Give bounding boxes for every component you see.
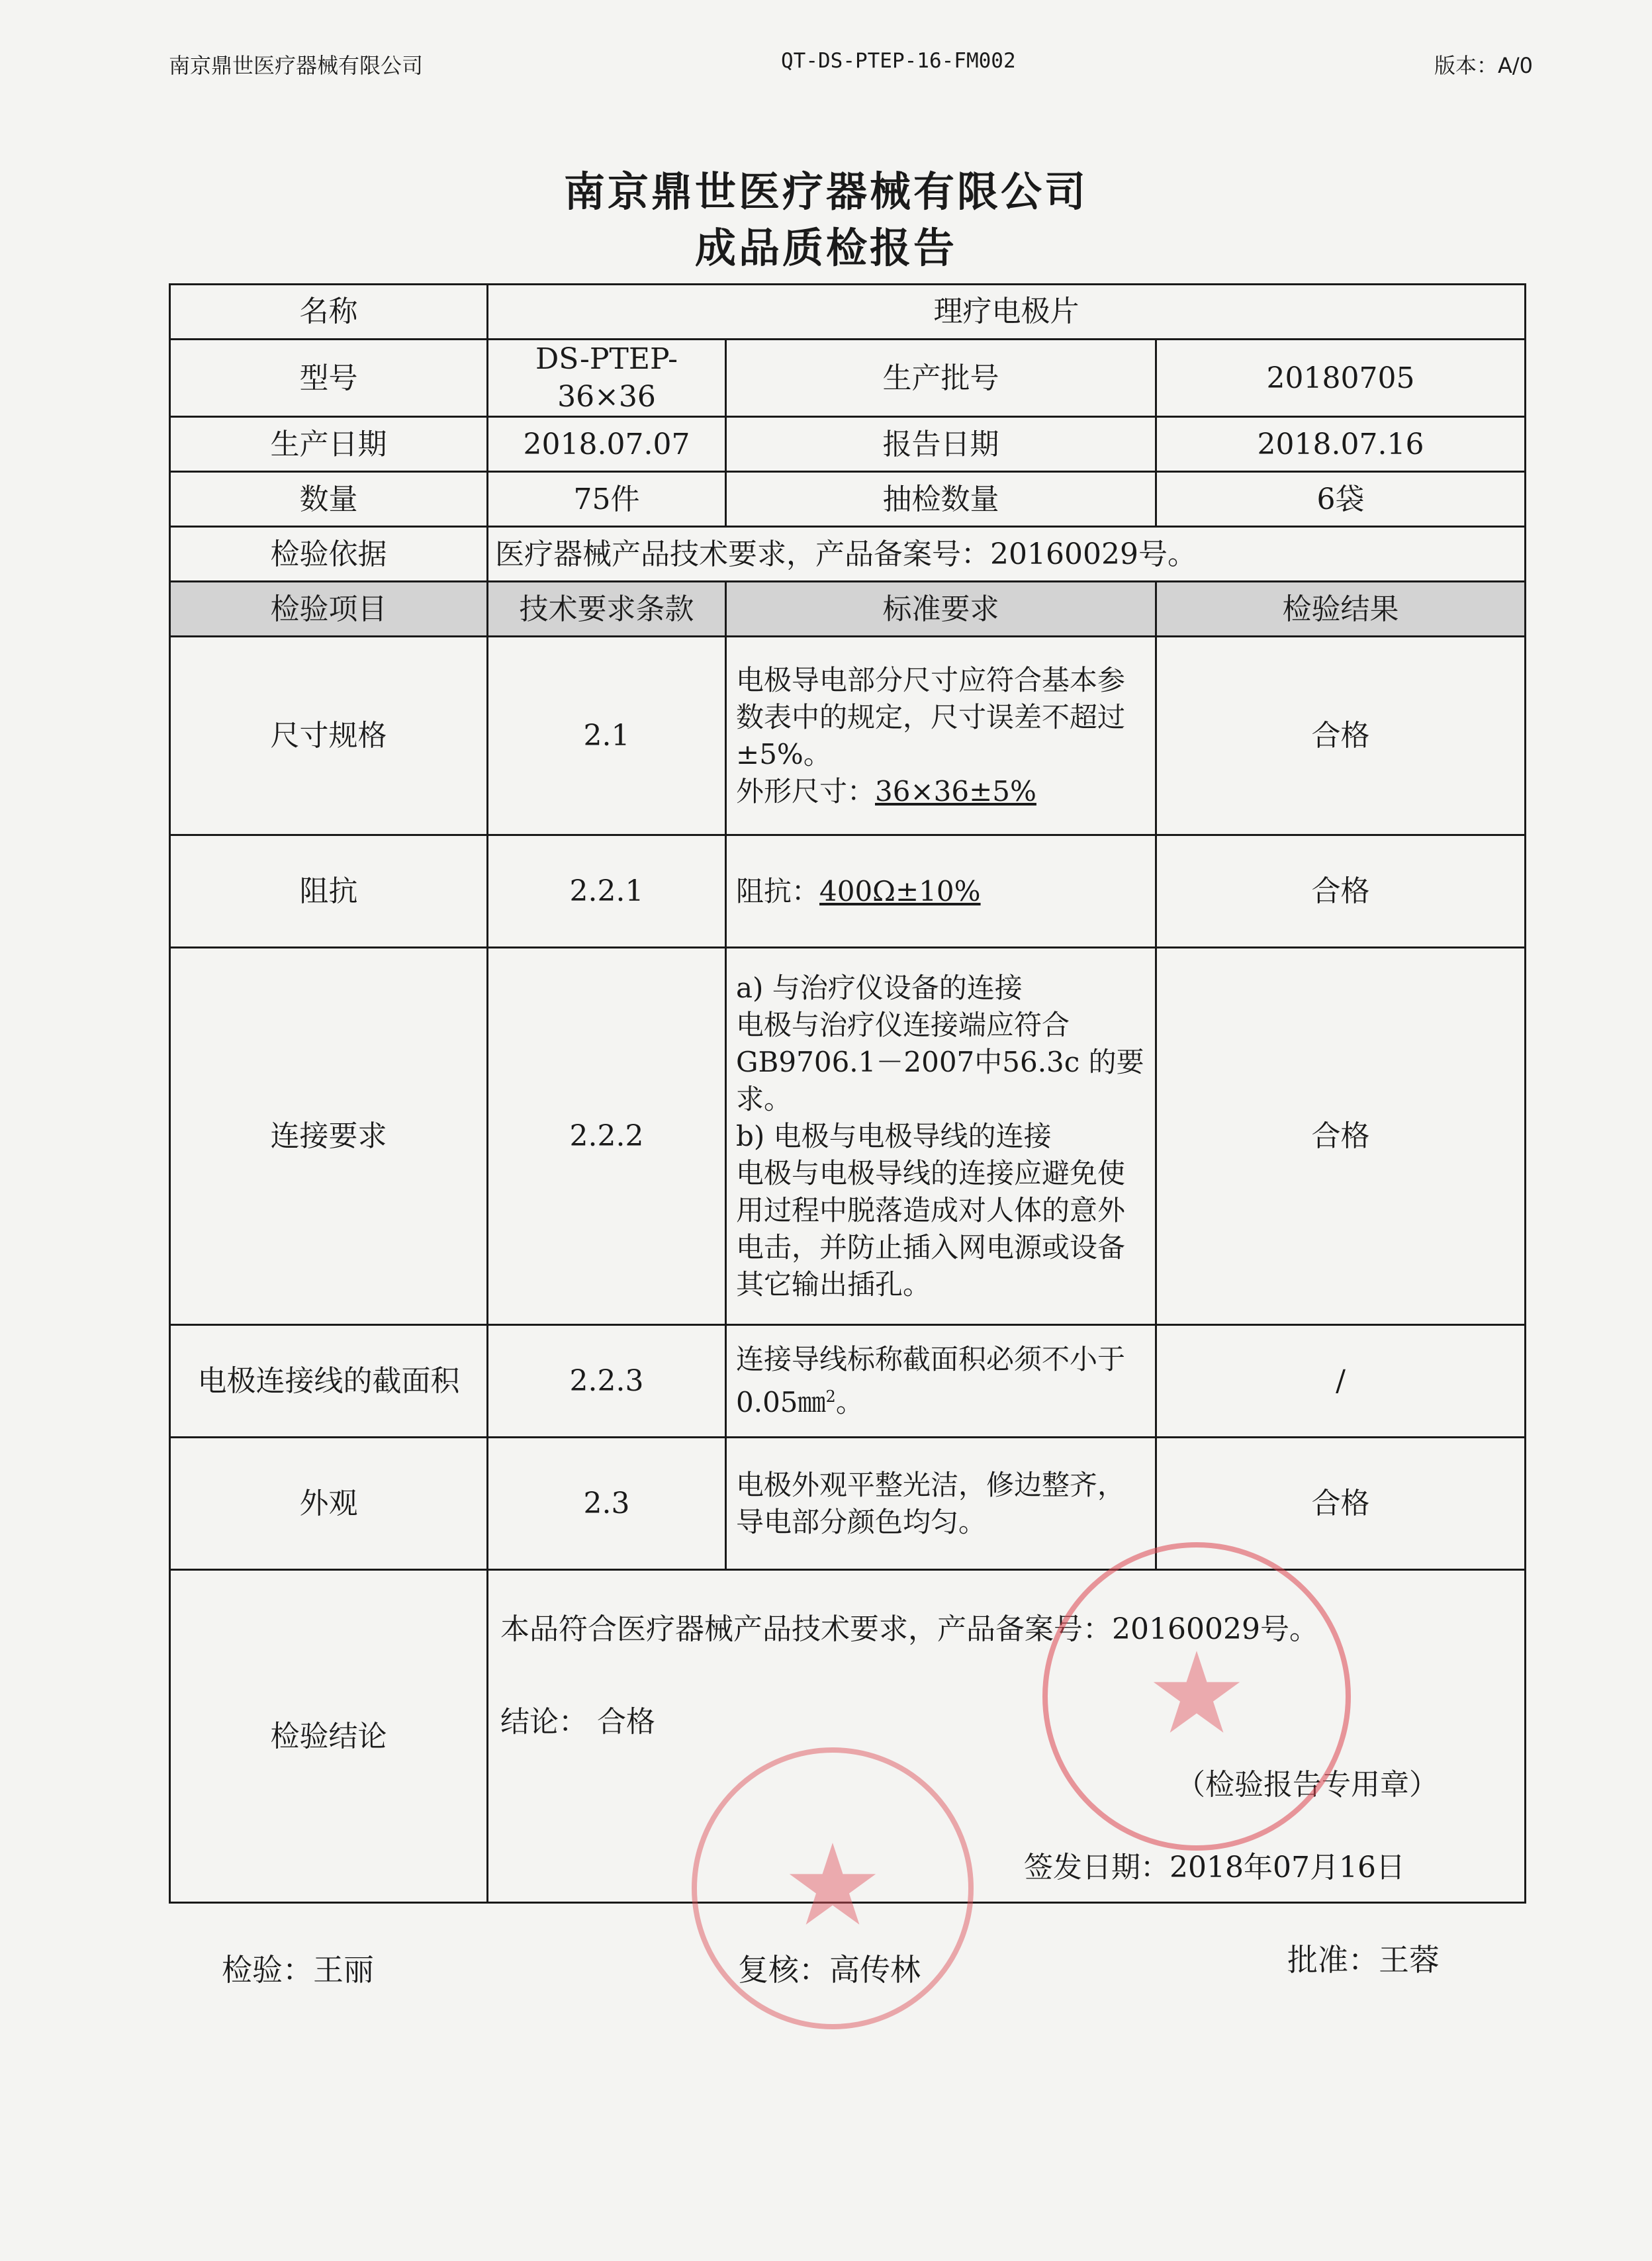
item-result: 合格	[1156, 1438, 1526, 1570]
item-std: 电极外观平整光洁，修边整齐，导电部分颜色均匀。	[726, 1438, 1156, 1570]
item-std	[726, 1325, 1156, 1438]
conclusion-result: 结论： 合格	[500, 1705, 655, 1739]
std-b-text: 电极与电极导线的连接应避免使用过程中脱落造成对人体的意外电击，并防止插入网电源或设备其它输出插孔。	[736, 1156, 1126, 1301]
model-value: DS-PTEP-36×36	[488, 340, 726, 417]
item-std	[726, 637, 1156, 835]
conclusion-label: 检验结论	[170, 1570, 488, 1903]
table-row	[170, 948, 1526, 1325]
item-result: /	[1156, 1325, 1526, 1438]
report-date-value: 2018.07.16	[1156, 417, 1526, 472]
item-result: 合格	[1156, 637, 1526, 835]
prod-date-value: 2018.07.07	[488, 417, 726, 472]
prod-date-label: 生产日期	[170, 417, 488, 472]
row-name	[170, 285, 1526, 340]
row-qty	[170, 472, 1526, 527]
name-value: 理疗电极片	[488, 285, 1526, 340]
std-extra-value: 36×36±5%	[875, 774, 1036, 808]
table-row	[170, 1325, 1526, 1438]
report-title: 成品质检报告	[694, 224, 957, 272]
qty-value: 75件	[488, 472, 726, 527]
item-clause: 2.1	[488, 637, 726, 835]
report-date-label: 报告日期	[726, 417, 1156, 472]
basis-value: 医疗器械产品技术要求，产品备案号：20160029号。	[488, 527, 1526, 582]
header-company: 南京鼎世医疗器械有限公司	[169, 53, 424, 78]
item-name: 尺寸规格	[170, 637, 488, 835]
item-result: 合格	[1156, 835, 1526, 948]
signature-approver: 批准：王蓉	[1287, 1942, 1440, 1978]
std-value: 400Ω±10%	[819, 874, 981, 907]
item-std	[726, 835, 1156, 948]
col-result: 检验结果	[1156, 582, 1526, 637]
table-row	[170, 835, 1526, 948]
qty-label: 数量	[170, 472, 488, 527]
header-doc-code: QT-DS-PTEP-16-FM002	[781, 49, 1016, 73]
item-name: 连接要求	[170, 948, 488, 1325]
std-a-text: 电极与治疗仪连接端应符合GB9706.1－2007中56.3c 的要求。	[736, 1008, 1144, 1115]
basis-label: 检验依据	[170, 527, 488, 582]
col-item: 检验项目	[170, 582, 488, 637]
col-clause: 技术要求条款	[488, 582, 726, 637]
batch-label: 生产批号	[726, 340, 1156, 417]
inspection-seal-stamp	[1042, 1542, 1351, 1851]
batch-value: 20180705	[1156, 340, 1526, 417]
item-std	[726, 948, 1156, 1325]
sample-label: 抽检数量	[726, 472, 1156, 527]
row-basis	[170, 527, 1526, 582]
conclusion-text: 本品符合医疗器械产品技术要求，产品备案号：20160029号。	[500, 1612, 1318, 1647]
std-sup: 2	[825, 1387, 836, 1407]
std-extra-label: 外形尺寸：	[736, 774, 876, 808]
signature-reviewer: 复核：高传林	[738, 1952, 921, 1988]
report-company-title: 南京鼎世医疗器械有限公司	[563, 167, 1088, 216]
std-a: a) 与治疗仪设备的连接	[736, 971, 1023, 1004]
item-name: 阻抗	[170, 835, 488, 948]
std-text: 电极导电部分尺寸应符合基本参数表中的规定，尺寸误差不超过±5%。	[736, 663, 1126, 770]
conclusion-body	[488, 1570, 1526, 1903]
stamp-note: （检验报告专用章）	[1176, 1768, 1438, 1802]
model-label: 型号	[170, 340, 488, 417]
item-name: 电极连接线的截面积	[170, 1325, 488, 1438]
std-b: b) 电极与电极导线的连接	[736, 1119, 1052, 1152]
sample-value: 6袋	[1156, 472, 1526, 527]
std-end: 。	[835, 1386, 864, 1419]
item-clause: 2.2.1	[488, 835, 726, 948]
header-version: 版本：A/0	[1434, 53, 1533, 78]
table-row	[170, 637, 1526, 835]
item-clause: 2.2.3	[488, 1325, 726, 1438]
row-model	[170, 340, 1526, 417]
std-label: 阻抗：	[736, 874, 820, 907]
issue-date: 签发日期：2018年07月16日	[1024, 1851, 1405, 1885]
table-row	[170, 1438, 1526, 1570]
std-text: 连接导线标称截面积必须不小于0.05㎜	[736, 1343, 1126, 1419]
item-clause: 2.3	[488, 1438, 726, 1570]
item-result: 合格	[1156, 948, 1526, 1325]
col-std: 标准要求	[726, 582, 1156, 637]
row-date	[170, 417, 1526, 472]
name-label: 名称	[170, 285, 488, 340]
item-name: 外观	[170, 1438, 488, 1570]
item-clause: 2.2.2	[488, 948, 726, 1325]
signature-inspector: 检验：王丽	[222, 1952, 374, 1988]
column-header-row	[170, 582, 1526, 637]
